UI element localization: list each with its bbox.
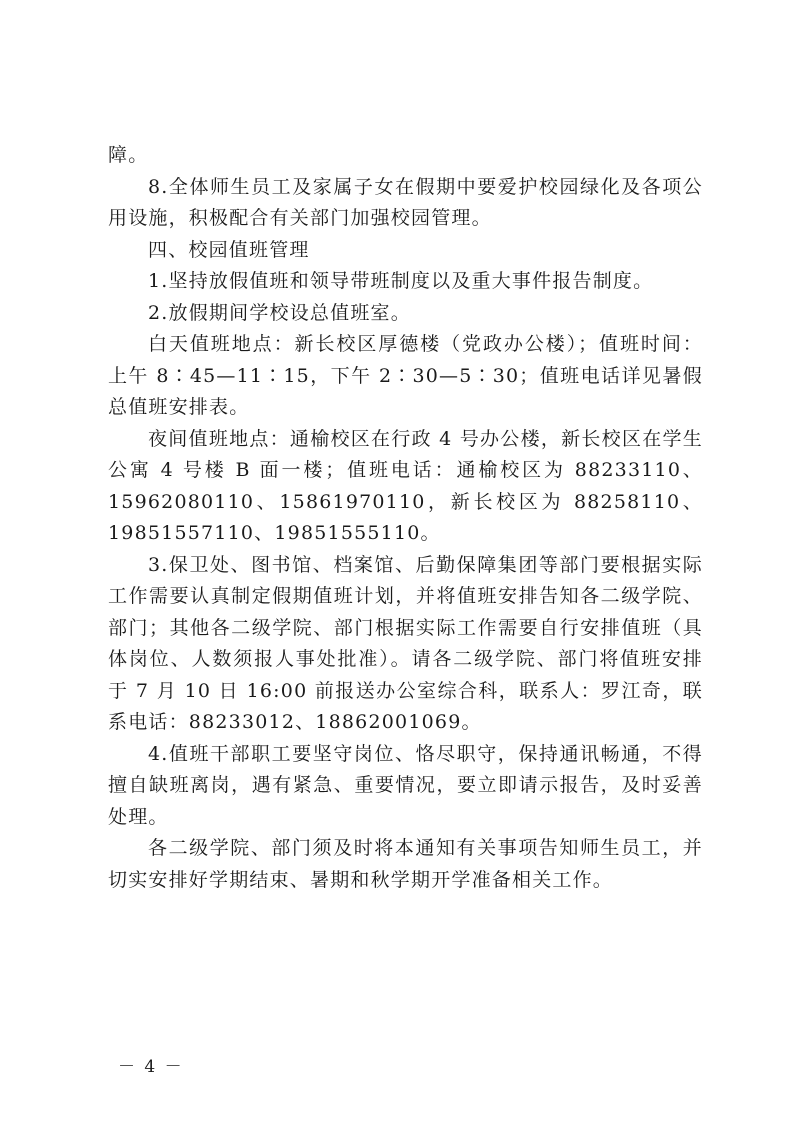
paragraph: 白天值班地点：新长校区厚德楼（党政办公楼）；值班时间：上午 8∶45—11∶15，下午 2∶30—5∶30；值班电话详见暑假总值班安排表。 — [108, 333, 703, 418]
page-number: － 4 － — [118, 1057, 184, 1077]
paragraph: 障。 — [108, 144, 149, 166]
paragraph: 夜间值班地点：通榆校区在行政 4 号办公楼，新长校区在学生公寓 4 号楼 B 面一楼；值班电话：通榆校区为 88233110、15962080110、15861970110，新长校区为 88258110、19851557110、19851555110。 — [108, 427, 703, 544]
paragraph: 3.保卫处、图书馆、档案馆、后勤保障集团等部门要根据实际工作需要认真制定假期值班计划，并将值班安排告知各二级学院、部门；其他各二级学院、部门根据实际工作需要自行安排值班（具体岗位、人数须报人事处批准）。请各二级学院、部门将值班安排于 7 月 10 日 16:00 前报送办公室综合科，联系人：罗江奇，联系电话：88233012、18862001069。 — [108, 553, 703, 733]
paragraph: 1.坚持放假值班和领导带班制度以及重大事件报告制度。 — [148, 270, 654, 292]
section-heading: 四、校园值班管理 — [148, 238, 310, 261]
document-body — [108, 140, 703, 896]
paragraph: 4.值班干部职工要坚守岗位、恪尽职守，保持通讯畅通，不得擅自缺班离岗，遇有紧急、重要情况，要立即请示报告，及时妥善处理。 — [108, 742, 703, 828]
paragraph: 8.全体师生员工及家属子女在假期中要爱护校园绿化及各项公用设施，积极配合有关部门加强校园管理。 — [108, 175, 703, 229]
paragraph: 各二级学院、部门须及时将本通知有关事项告知师生员工，并切实安排好学期结束、暑期和秋学期开学准备相关工作。 — [108, 837, 703, 891]
paragraph: 2.放假期间学校设总值班室。 — [148, 301, 411, 324]
